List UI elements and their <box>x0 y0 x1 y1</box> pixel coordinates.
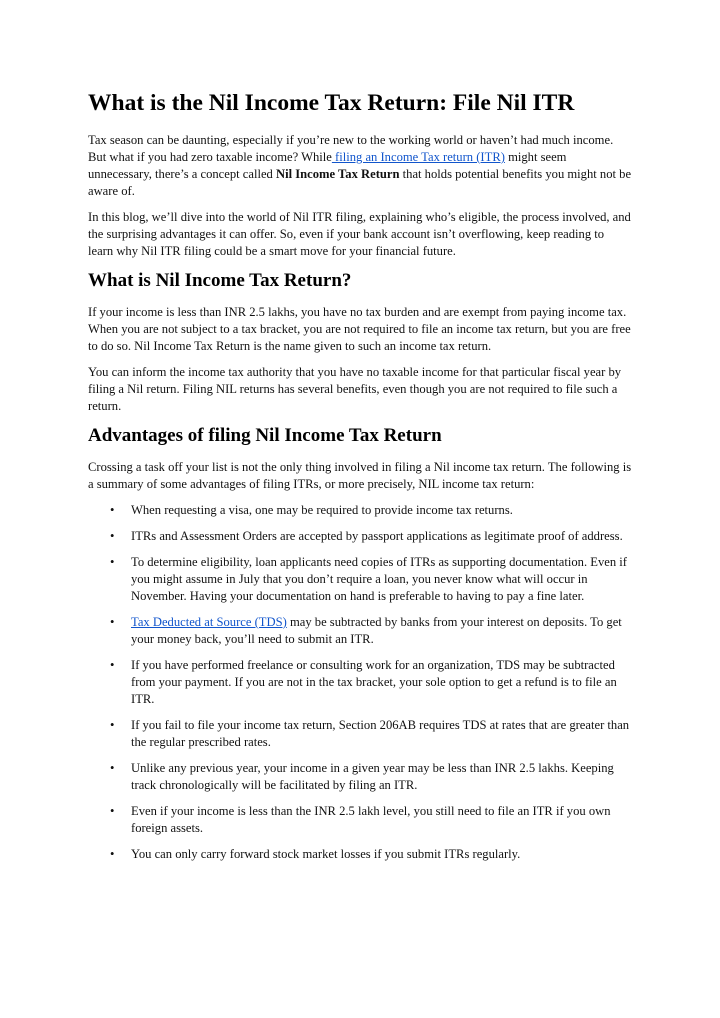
tds-link[interactable]: Tax Deducted at Source (TDS) <box>131 615 287 629</box>
list-item-text: Unlike any previous year, your income in a given year may be less than INR 2.5 lakhs. Keeping track chronologically will be facilitated by filing an ITR. <box>131 761 614 792</box>
list-item <box>88 614 632 648</box>
intro-paragraph-1 <box>88 132 632 200</box>
bullet-icon: • <box>110 658 115 672</box>
bullet-icon: • <box>110 804 115 818</box>
list-item <box>88 528 632 545</box>
page-title: What is the Nil Income Tax Return: File Nil ITR <box>88 90 575 116</box>
list-item-text: If you have performed freelance or consulting work for an organization, TDS may be subtracted from your payment. If you are not in the tax bracket, your sole option to get a refund is to file an ITR. <box>131 658 617 706</box>
intro-paragraph-2: In this blog, we’ll dive into the world of Nil ITR filing, explaining who’s eligible, the process involved, and the surprising advantages it can offer. So, even if your bank account isn’t overflowing, keep reading to learn why Nil ITR filing could be a smart move for your financial future. <box>88 210 631 258</box>
list-item <box>88 803 632 837</box>
list-item <box>88 760 632 794</box>
list-item <box>88 502 632 519</box>
bullet-icon: • <box>110 503 115 517</box>
intro-text-after: that holds potential benefits you might not be aware of. <box>88 167 632 198</box>
bullet-icon: • <box>110 615 115 629</box>
section1-paragraph-2: You can inform the income tax authority that you have no taxable income for that particular fiscal year by filing a Nil return. Filing NIL returns has several benefits, even though you are not required to file such a return. <box>88 365 622 413</box>
list-item <box>88 846 632 863</box>
list-item-text: Even if your income is less than the INR 2.5 lakh level, you still need to file an ITR if you own foreign assets. <box>131 804 611 835</box>
bullet-icon: • <box>110 555 115 569</box>
list-item-text: You can only carry forward stock market losses if you submit ITRs regularly. <box>131 847 521 861</box>
list-item-text: To determine eligibility, loan applicants need copies of ITRs as supporting documentation. Even if you might assume in July that you don’t require a loan, you never know what will occur in November. Having your documentation on hand is preferable to having to pay a fine later. <box>131 555 627 603</box>
list-item <box>88 717 632 751</box>
list-item-text: ITRs and Assessment Orders are accepted by passport applications as legitimate proof of address. <box>131 529 623 543</box>
intro-text-before: Tax season can be daunting, especially if you’re new to the working world or haven’t had much income. But what if you had zero taxable income? While <box>88 133 614 164</box>
bullet-icon: • <box>110 718 115 732</box>
section2-paragraph-1: Crossing a task off your list is not the only thing involved in filing a Nil income tax return. The following is a summary of some advantages of filing ITRs, or more precisely, NIL income tax return: <box>88 460 632 491</box>
intro-bold-term: Nil Income Tax Return <box>276 167 400 181</box>
list-item-text: may be subtracted by banks from your interest on deposits. To get your money back, you’ll need to submit an ITR. <box>131 615 622 646</box>
list-item-text: When requesting a visa, one may be required to provide income tax returns. <box>131 503 513 517</box>
bullet-icon: • <box>110 761 115 775</box>
list-item-text: If you fail to file your income tax return, Section 206AB requires TDS at rates that are greater than the regular prescribed rates. <box>131 718 630 749</box>
list-item <box>88 554 632 605</box>
section-heading-advantages: Advantages of filing Nil Income Tax Return <box>88 425 442 446</box>
bullet-icon: • <box>110 529 115 543</box>
list-item <box>88 657 632 708</box>
intro-text-mid: might seem unnecessary, there’s a concept called <box>88 150 567 181</box>
filing-itr-link[interactable]: filing an Income Tax return (ITR) <box>331 150 505 164</box>
bullet-icon: • <box>110 847 115 861</box>
section-heading-what-is: What is Nil Income Tax Return? <box>88 270 352 291</box>
section1-paragraph-1: If your income is less than INR 2.5 lakhs, you have no tax burden and are exempt from paying income tax. When you are not subject to a tax bracket, you are not required to file an income tax return, but you are free to do so. Nil Income Tax Return is the name given to such an income tax return. <box>88 305 631 353</box>
advantages-list <box>88 502 632 863</box>
